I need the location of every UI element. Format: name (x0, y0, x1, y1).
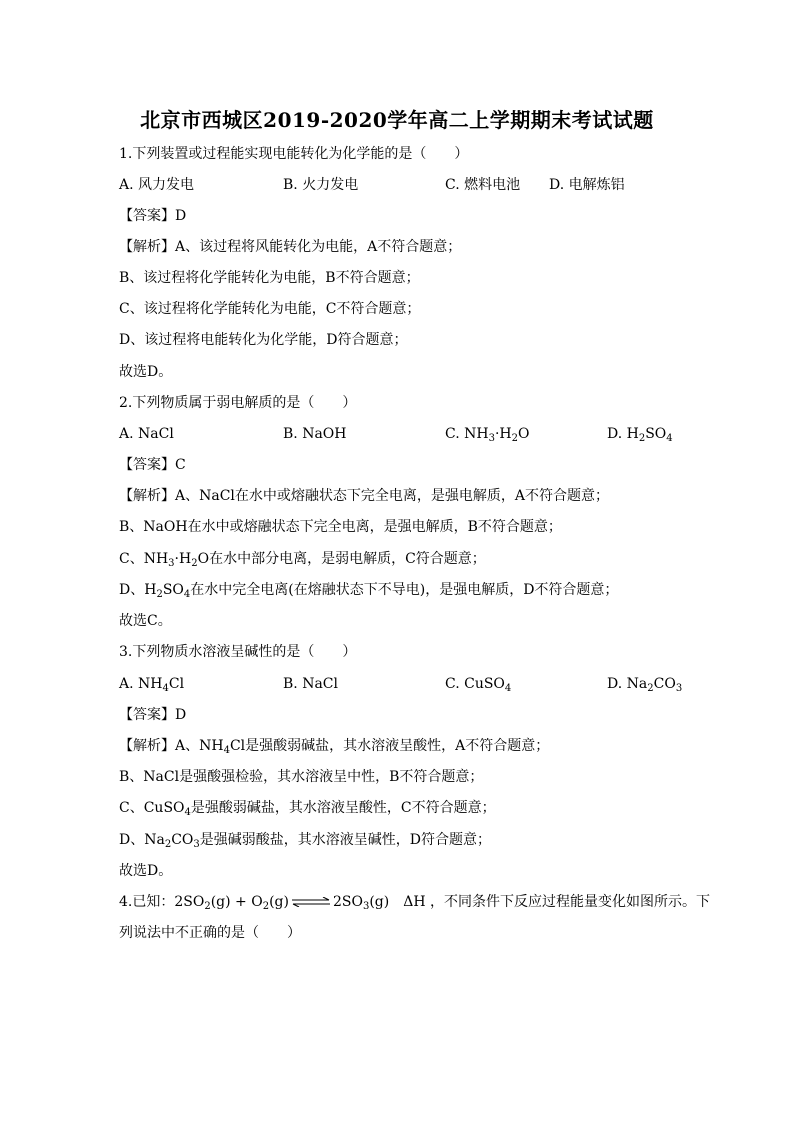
q2-option-d: D. $H_2SO_4$ (607, 426, 673, 444)
q3-stem: 3.下列物质水溶液呈碱性的是（ ） (119, 644, 357, 660)
q2-analysis-line: C、$NH_3\cdot H_2O$在水中部分电离，是弱电解质，C符合题意； (119, 551, 486, 569)
q2-analysis-line: D、$H_2SO_4$在水中完全电离(在熔融状态下不导电)，是强电解质，D不符合题意； (119, 582, 619, 600)
q1-option-c: C. 燃料电池 (445, 177, 521, 193)
q4-stem-line2: 列说法中不正确的是（ ） (119, 925, 301, 941)
q2-stem: 2.下列物质属于弱电解质的是（ ） (119, 395, 357, 411)
q3-analysis-line: D、$Na_2CO_3$是强碱弱酸盐，其水溶液呈碱性，D符合题意； (119, 832, 492, 850)
q2-analysis-line: B、NaOH在水中或熔融状态下完全电离，是强电解质，B不符合题意； (119, 519, 562, 535)
q1-analysis-line: B、该过程将化学能转化为电能，B不符合题意； (119, 270, 420, 286)
page-title: 北京市西城区2019-2020学年高二上学期期末考试试题 (140, 108, 654, 132)
q3-analysis-line: C、CuSO$_4$是强酸弱碱盐，其水溶液呈酸性，C不符合题意； (119, 800, 496, 818)
q3-option-b: B. NaCl (283, 676, 338, 692)
q1-option-a: A. 风力发电 (119, 177, 195, 193)
q1-answer: 【答案】D (119, 208, 187, 224)
q3-option-a: A. $NH_4Cl$ (119, 676, 185, 694)
q2-option-a: A. NaCl (119, 426, 174, 442)
q2-option-b: B. NaOH (283, 426, 347, 442)
q3-analysis-line: 【解析】A、$NH_4Cl$是强酸弱碱盐，其水溶液呈酸性，A不符合题意； (119, 738, 550, 756)
q1-analysis-line: C、该过程将化学能转化为电能，C不符合题意； (119, 301, 421, 317)
q3-conclusion: 故选D。 (119, 863, 173, 879)
q2-conclusion: 故选C。 (119, 613, 172, 629)
q2-answer: 【答案】C (119, 457, 186, 473)
q2-analysis-line: 【解析】A、NaCl在水中或熔融状态下完全电离，是强电解质，A不符合题意； (119, 488, 610, 504)
reversible-arrow-icon (291, 897, 331, 907)
q4-stem-line1: 4.已知：$2SO_2(g) + O_2(g)$ $2SO_3(g)$ ΔH ，不同条件下反应过程能量变化如图所示。下 (119, 894, 710, 912)
q3-option-d: D. $Na_2CO_3$ (607, 676, 683, 694)
q1-option-b: B. 火力发电 (283, 177, 359, 193)
q1-analysis-line: 【解析】A、该过程将风能转化为电能，A不符合题意； (119, 239, 462, 255)
q3-analysis-line: B、NaCl是强酸强检验，其水溶液呈中性，B不符合题意； (119, 769, 484, 785)
q3-answer: 【答案】D (119, 707, 187, 723)
q2-option-c: C. $NH_3\cdot H_2O$ (445, 426, 530, 444)
q1-stem: 1.下列装置或过程能实现电能转化为化学能的是（ ） (119, 146, 469, 162)
q3-option-c: C. CuSO$_4$ (445, 676, 512, 694)
q1-option-d: D. 电解炼铝 (549, 177, 625, 193)
q1-analysis-line: D、该过程将电能转化为化学能，D符合题意； (119, 332, 408, 348)
q1-conclusion: 故选D。 (119, 364, 173, 380)
